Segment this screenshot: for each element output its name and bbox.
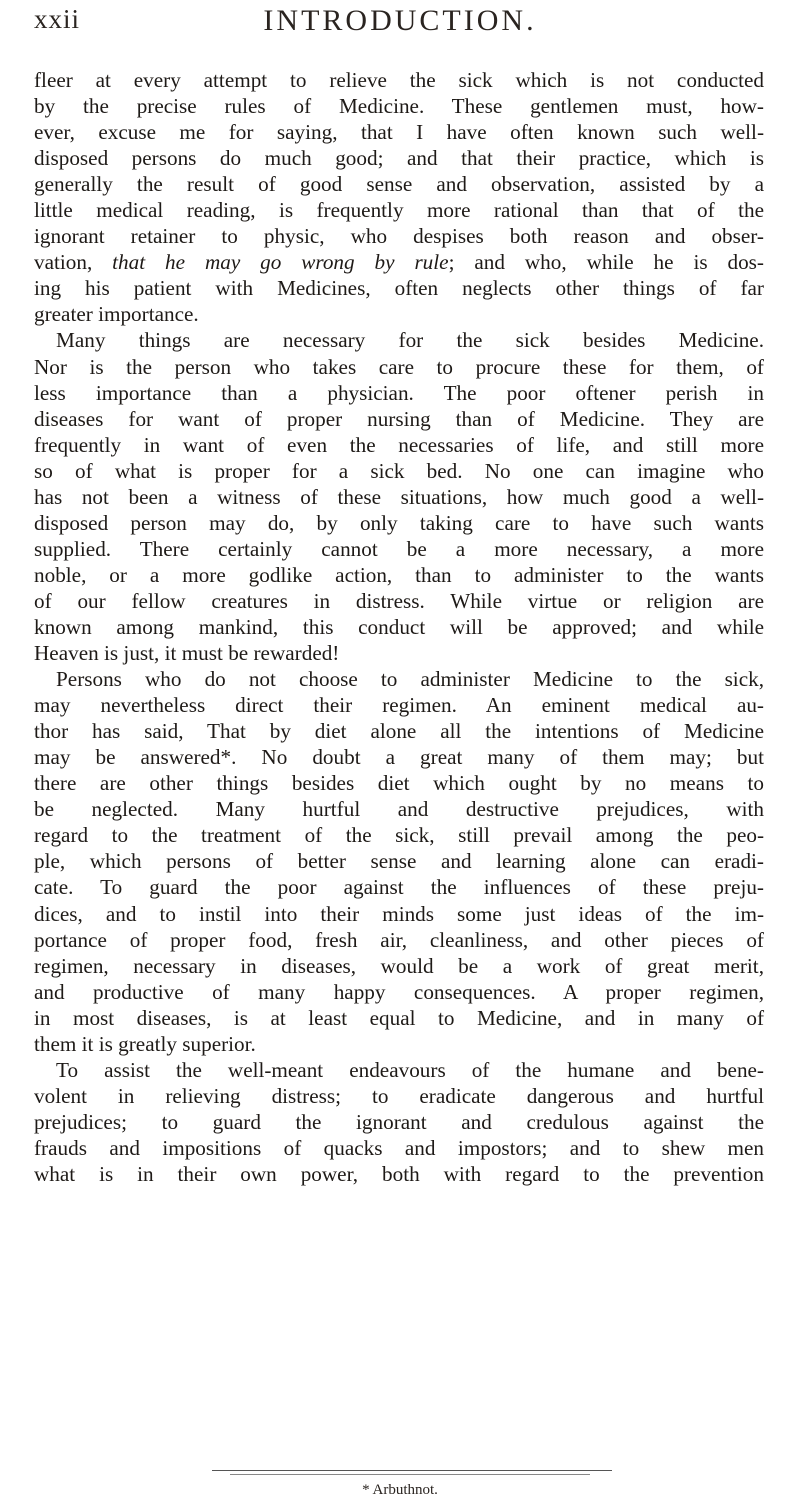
page-number: xxii (34, 4, 81, 34)
text-line: ignorant retainer to physic, who despises both reason and obser- (34, 224, 764, 249)
text-line: portance of proper food, fresh air, cleanliness, and other pieces of (34, 927, 764, 952)
text-line: prejudices; to guard the ignorant and credulous against the (34, 1109, 764, 1134)
text-line: cate. To guard the poor against the influences of these preju- (34, 875, 764, 900)
text-line: greater importance. (34, 302, 199, 327)
text-line: and productive of many happy consequences. A proper regimen, (34, 979, 764, 1004)
running-head (34, 4, 766, 44)
text-line: known among mankind, this conduct will be approved; and while (34, 614, 764, 639)
text-line: less importance than a physician. The poor oftener perish in (34, 380, 764, 405)
chapter-title: INTRODUCTION. (263, 4, 537, 37)
text-line: of our fellow creatures in distress. While virtue or religion are (34, 588, 764, 613)
text-line: ple, which persons of better sense and learning alone can eradi- (34, 849, 764, 874)
footnote-rule (212, 1470, 612, 1471)
text-line: be neglected. Many hurtful and destructive prejudices, with (34, 797, 764, 822)
emphasis: that he may go wrong by rule (112, 250, 449, 275)
text-line: Many things are necessary for the sick besides Medicine. (56, 328, 764, 353)
text-line: in most diseases, is at least equal to Medicine, and in many of (34, 1005, 764, 1030)
text-line: Persons who do not choose to administer Medicine to the sick, (56, 667, 764, 692)
text-line: thor has said, That by diet alone all the intentions of Medicine (34, 719, 764, 744)
text-line: what is in their own power, both with regard to the prevention (34, 1161, 764, 1186)
text-line: generally the result of good sense and observation, assisted by a (34, 172, 764, 197)
text-line: supplied. There certainly cannot be a more necessary, a more (34, 536, 764, 561)
text-line: vation, that he may go wrong by rule; and who, while he is dos- (34, 250, 764, 275)
text-line: there are other things besides diet which ought by no means to (34, 771, 764, 796)
text-line: may nevertheless direct their regimen. An eminent medical au- (34, 693, 764, 718)
text-line: so of what is proper for a sick bed. No one can imagine who (34, 458, 764, 483)
text-line: Nor is the person who takes care to procure these for them, of (34, 354, 764, 379)
text-line: noble, or a more godlike action, than to administer to the wants (34, 562, 764, 587)
body-text (34, 67, 764, 1187)
text-line: ever, excuse me for saying, that I have often known such well- (34, 120, 764, 145)
text-line: little medical reading, is frequently more rational than that of the (34, 198, 764, 223)
text-line: regard to the treatment of the sick, still prevail among the peo- (34, 823, 764, 848)
text-line: diseases for want of proper nursing than of Medicine. They are (34, 406, 764, 431)
footnote-rule-secondary (230, 1474, 590, 1475)
text-line: regimen, necessary in diseases, would be a work of great merit, (34, 953, 764, 978)
footnote: * Arbuthnot. (362, 1482, 438, 1498)
text-line: To assist the well-meant endeavours of the humane and bene- (56, 1057, 764, 1082)
text-line: Heaven is just, it must be rewarded! (34, 641, 340, 666)
text-line: dices, and to instil into their minds some just ideas of the im- (34, 901, 764, 926)
text-line: frequently in want of even the necessaries of life, and still more (34, 432, 764, 457)
text-line: by the precise rules of Medicine. These gentlemen must, how- (34, 94, 764, 119)
text-line: frauds and impositions of quacks and impostors; and to shew men (34, 1135, 764, 1160)
text-line: them it is greatly superior. (34, 1031, 256, 1056)
text-line: ing his patient with Medicines, often neglects other things of far (34, 276, 764, 301)
text-line: fleer at every attempt to relieve the sick which is not conducted (34, 68, 764, 92)
text-line: has not been a witness of these situations, how much good a well- (34, 484, 764, 509)
text-line: disposed person may do, by only taking care to have such wants (34, 510, 764, 535)
text-line: disposed persons do much good; and that their practice, which is (34, 146, 764, 171)
text-line: volent in relieving distress; to eradicate dangerous and hurtful (34, 1083, 764, 1108)
text-line: may be answered*. No doubt a great many of them may; but (34, 745, 764, 770)
